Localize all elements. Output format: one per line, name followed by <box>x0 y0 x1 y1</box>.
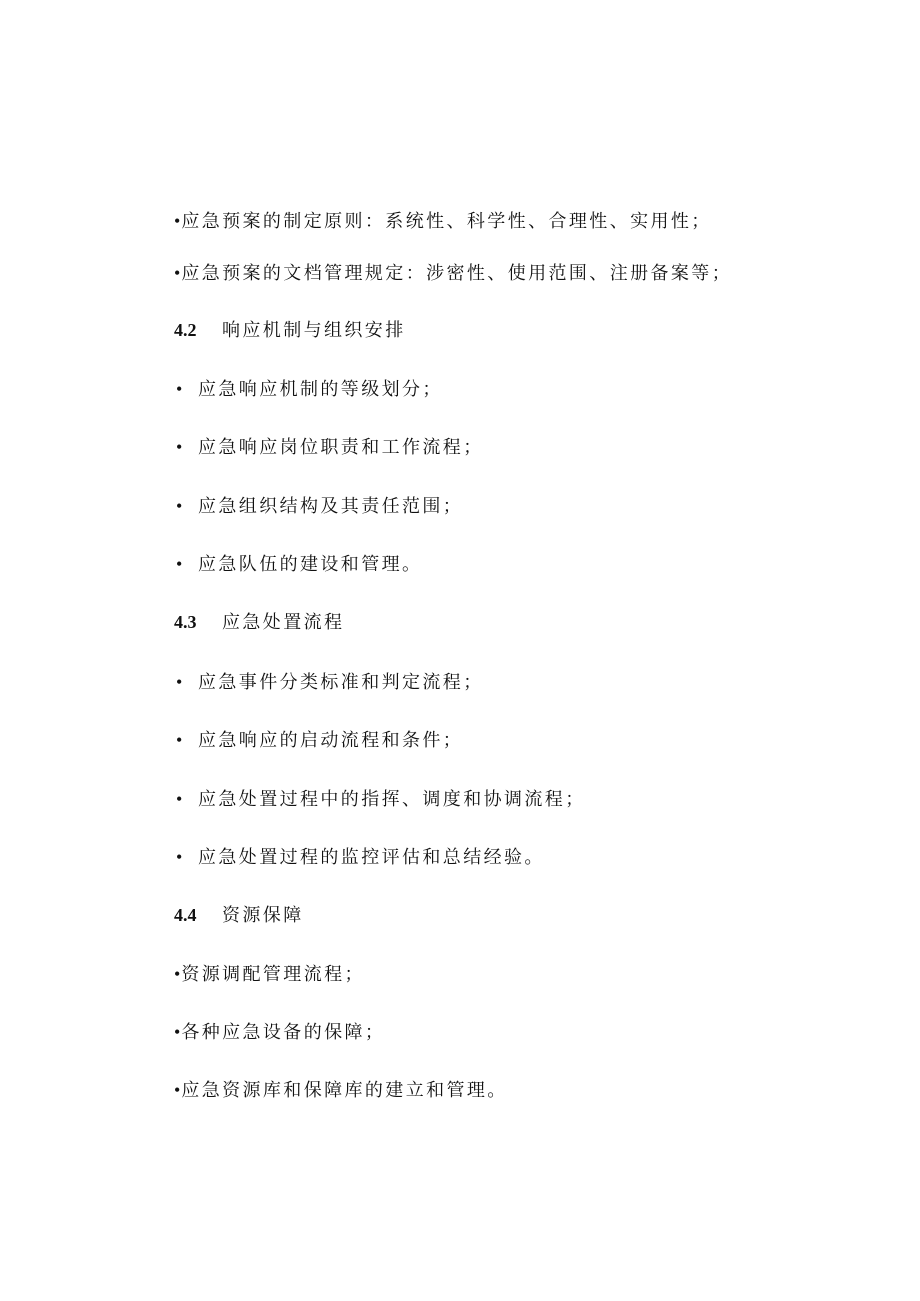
list-item <box>176 552 422 577</box>
list-item <box>174 1020 385 1045</box>
list-item <box>176 494 463 519</box>
bullet: • <box>174 1080 181 1100</box>
section-heading-4-3 <box>174 610 344 635</box>
list-item <box>174 261 732 286</box>
section-number: 4.3 <box>174 612 197 632</box>
bullet: • <box>176 730 183 750</box>
section-heading-4-2 <box>174 318 406 343</box>
list-item <box>176 787 586 812</box>
list-item-text: 应急组织结构及其责任范围； <box>198 496 464 517</box>
bullet: • <box>176 672 183 692</box>
list-item <box>174 962 365 987</box>
list-item-text: 应急处置过程的监控评估和总结经验。 <box>198 847 545 868</box>
bullet: • <box>174 263 181 283</box>
section-number: 4.4 <box>174 905 197 925</box>
section-title: 资源保障 <box>222 905 304 926</box>
list-item-text: 各种应急设备的保障； <box>181 1022 386 1043</box>
section-heading-4-4 <box>174 903 304 928</box>
list-item-text: 应急处置过程中的指挥、调度和协调流程； <box>198 789 586 810</box>
list-item <box>176 670 484 695</box>
list-item-text: 应急预案的制定原则：系统性、科学性、合理性、实用性； <box>181 211 712 232</box>
list-item <box>174 1078 508 1103</box>
bullet: • <box>176 379 183 399</box>
list-item-text: 应急响应的启动流程和条件； <box>198 730 464 751</box>
bullet: • <box>174 211 181 231</box>
bullet: • <box>176 789 183 809</box>
list-item <box>176 728 463 753</box>
list-item <box>176 377 443 402</box>
list-item-text: 应急预案的文档管理规定：涉密性、使用范围、注册备案等； <box>181 263 733 284</box>
bullet: • <box>176 554 183 574</box>
section-number: 4.2 <box>174 320 197 340</box>
section-title: 响应机制与组织安排 <box>222 320 406 341</box>
list-item-text: 应急响应机制的等级划分； <box>198 379 443 400</box>
list-item-text: 应急响应岗位职责和工作流程； <box>198 437 484 458</box>
bullet: • <box>176 847 183 867</box>
list-item-text: 应急资源库和保障库的建立和管理。 <box>181 1080 508 1101</box>
list-item-text: 应急事件分类标准和判定流程； <box>198 672 484 693</box>
list-item-text: 应急队伍的建设和管理。 <box>198 554 423 575</box>
bullet: • <box>174 964 181 984</box>
list-item <box>176 435 484 460</box>
bullet: • <box>176 437 183 457</box>
bullet: • <box>176 496 183 516</box>
bullet: • <box>174 1022 181 1042</box>
section-title: 应急处置流程 <box>222 612 345 633</box>
list-item-text: 资源调配管理流程； <box>181 964 365 985</box>
list-item <box>176 845 545 870</box>
list-item <box>174 209 712 234</box>
